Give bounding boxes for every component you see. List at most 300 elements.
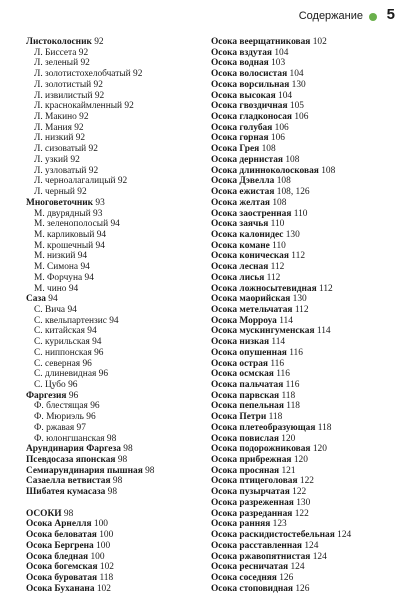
index-page-ref: 122 xyxy=(294,508,309,519)
index-page-ref: 120 xyxy=(281,433,296,444)
index-page-ref: 98 xyxy=(145,465,155,476)
index-term: Осока горная xyxy=(211,133,269,144)
index-entry xyxy=(211,541,403,552)
index-term: Осока калонидес xyxy=(211,229,284,240)
index-page-ref: 92 xyxy=(78,47,89,58)
index-term: Л. сизоватый xyxy=(34,144,87,155)
index-page-ref: 98 xyxy=(107,487,117,498)
index-term: Осока водная xyxy=(211,58,269,69)
index-page-ref: 104 xyxy=(278,90,293,101)
index-page-ref: 96 xyxy=(90,401,100,412)
index-entry xyxy=(26,273,208,284)
index-term: Осока птицеголовая xyxy=(211,476,298,487)
index-entry xyxy=(211,112,403,123)
index-term: Осока Петри xyxy=(211,412,267,423)
index-term: Осока гладконосая xyxy=(211,112,292,123)
index-page-ref: 122 xyxy=(292,487,307,498)
index-term: Осока длинноколосковая xyxy=(211,165,319,176)
index-term: М. двурядный xyxy=(34,208,91,219)
index-page-ref: 100 xyxy=(93,519,108,530)
index-term: Осока ржавопятнистая xyxy=(211,551,311,562)
index-page-ref: 98 xyxy=(106,433,117,444)
index-term: Осока комане xyxy=(211,240,270,251)
index-entry xyxy=(211,498,403,509)
index-term: Осока гвоздичная xyxy=(211,101,288,112)
index-entry xyxy=(26,230,208,241)
index-term: Арундинария Фаргеза xyxy=(26,444,121,455)
index-page-ref: 94 xyxy=(48,294,58,305)
index-page-ref: 124 xyxy=(312,551,327,562)
index-column-left xyxy=(26,37,208,594)
index-entry xyxy=(26,144,208,155)
index-page-ref: 121 xyxy=(281,465,296,476)
index-entry xyxy=(26,519,208,530)
index-term: Многоветочник xyxy=(26,197,94,208)
index-term: Осока веерщатниковая xyxy=(211,37,311,47)
index-term: Осока лисья xyxy=(211,272,265,283)
index-page-ref: 102 xyxy=(96,583,111,594)
index-term: Осока Арнелля xyxy=(26,519,92,530)
index-page-ref: 92 xyxy=(124,101,134,112)
index-page-ref: 94 xyxy=(92,337,102,348)
index-term: Сазаелла ветвистая xyxy=(26,476,111,487)
index-term: Осока коническая xyxy=(211,251,289,262)
index-entry xyxy=(211,91,403,102)
index-page-ref: 106 xyxy=(274,122,289,133)
index-page-ref: 98 xyxy=(117,455,128,466)
index-entry xyxy=(211,294,403,305)
index-page-ref: 112 xyxy=(291,251,306,262)
index-entry xyxy=(211,187,403,198)
index-entry xyxy=(211,434,403,445)
index-page-ref: 94 xyxy=(109,315,119,326)
index-entry xyxy=(211,391,403,402)
index-page-ref: 116 xyxy=(276,369,290,380)
index-entry xyxy=(211,101,403,112)
index-entry xyxy=(26,91,208,102)
index-term: Осока голубая xyxy=(211,122,273,133)
index-page-ref: 103 xyxy=(271,58,286,69)
index-entry xyxy=(211,123,403,134)
index-page-ref: 94 xyxy=(80,262,90,273)
index-page-ref: 116 xyxy=(285,380,300,390)
index-term: Осока заостренная xyxy=(211,208,292,219)
index-entry xyxy=(26,466,208,477)
index-term: М. карликовый xyxy=(34,229,95,240)
index-page-ref: 104 xyxy=(274,47,289,58)
index-entry xyxy=(211,273,403,284)
index-entry xyxy=(211,455,403,466)
index-entry xyxy=(26,176,208,187)
index-term: Осока заячья xyxy=(211,219,269,230)
index-page-ref: 130 xyxy=(292,294,307,305)
index-term: ОСОКИ xyxy=(26,508,62,519)
index-entry xyxy=(26,112,208,123)
index-term: Осока ложносытевидная xyxy=(211,283,317,294)
index-entry xyxy=(26,187,208,198)
index-page-ref: 96 xyxy=(82,358,92,369)
index-entry xyxy=(211,241,403,252)
index-term: Осока вздутая xyxy=(211,47,273,58)
index-term: Осока ранняя xyxy=(211,519,271,530)
index-page-ref: 122 xyxy=(299,476,314,487)
index-term: Ф. ржавая xyxy=(34,422,75,433)
index-term: Семиарундинария пышная xyxy=(26,465,143,476)
index-page-ref: 112 xyxy=(270,262,285,273)
header-title: Содержание xyxy=(298,10,363,22)
index-term: Осока Морроуа xyxy=(211,315,277,326)
index-entry xyxy=(26,455,208,466)
index-page-ref: 96 xyxy=(86,412,96,423)
index-page-ref: 118 xyxy=(99,572,114,583)
index-term: Осока Грея xyxy=(211,144,260,155)
index-entry xyxy=(26,123,208,134)
index-column-right xyxy=(211,37,403,594)
index-page-ref: 92 xyxy=(79,112,89,123)
index-page-ref: 94 xyxy=(77,251,88,262)
index-entry xyxy=(211,412,403,423)
index-term: М. крошечный xyxy=(34,240,94,251)
index-entry xyxy=(211,573,403,584)
index-page-ref: 98 xyxy=(112,476,123,487)
index-term: Л. зеленый xyxy=(34,58,79,69)
index-page-ref: 96 xyxy=(68,390,79,401)
index-entry xyxy=(26,251,208,262)
index-entry xyxy=(26,262,208,273)
index-entry xyxy=(26,58,208,69)
index-page-ref: 114 xyxy=(316,326,331,337)
index-term: Осока разреданная xyxy=(211,508,293,519)
index-page-ref: 100 xyxy=(99,530,114,541)
index-term: Осока осмская xyxy=(211,369,274,380)
index-entry xyxy=(211,487,403,498)
index-term: Осока мускингуменская xyxy=(211,326,315,337)
index-term: Фаргезия xyxy=(26,390,67,401)
index-page-ref: 92 xyxy=(75,133,86,144)
index-entry xyxy=(26,530,208,541)
index-term: Осока повислая xyxy=(211,433,279,444)
index-term: С. китайская xyxy=(34,326,85,337)
index-term: Осока Буханана xyxy=(26,583,95,594)
index-term: Осока Бергрена xyxy=(26,540,94,551)
index-entry xyxy=(211,380,403,391)
index-entry xyxy=(211,69,403,80)
index-entry xyxy=(26,573,208,584)
index-page-ref: 104 xyxy=(289,69,304,80)
index-entry xyxy=(211,326,403,337)
index-entry xyxy=(211,369,403,380)
index-entry xyxy=(26,444,208,455)
index-term: Осока ресничатая xyxy=(211,562,289,573)
index-entry xyxy=(211,176,403,187)
index-entry xyxy=(26,80,208,91)
index-term: Осока разреженная xyxy=(211,497,294,508)
index-entry xyxy=(211,401,403,412)
index-term: Осока бледная xyxy=(26,551,89,562)
index-entry xyxy=(211,284,403,295)
index-page-ref: 94 xyxy=(95,240,105,251)
index-term: Л. Макино xyxy=(34,112,77,123)
index-page-ref: 92 xyxy=(117,176,128,187)
index-term: Осока метельчатая xyxy=(211,304,293,315)
index-entry xyxy=(211,155,403,166)
index-page-ref: 114 xyxy=(271,337,286,348)
page-number: 5 xyxy=(386,6,395,23)
index-entry xyxy=(26,326,208,337)
index-page-ref: 98 xyxy=(123,444,133,455)
header-bullet-icon xyxy=(369,13,377,21)
index-entry xyxy=(26,412,208,423)
index-entry xyxy=(211,359,403,370)
index-term: Л. черноалагалицый xyxy=(34,176,116,187)
index-term: Осока волосистая xyxy=(211,69,288,80)
index-entry xyxy=(211,198,403,209)
index-entry xyxy=(26,219,208,230)
index-entry xyxy=(211,423,403,434)
index-term: Осока маорийская xyxy=(211,294,291,305)
index-page-ref: 130 xyxy=(296,497,311,508)
index-term: М. чино xyxy=(34,283,67,294)
index-page-ref: 92 xyxy=(70,154,80,165)
index-page-ref: 94 xyxy=(68,283,79,294)
index-entry xyxy=(26,133,208,144)
index-page-ref: 110 xyxy=(270,219,285,230)
index-page-ref: 92 xyxy=(93,79,103,90)
index-page-ref: 116 xyxy=(270,358,285,369)
index-page-ref: 94 xyxy=(87,326,97,337)
index-term: Л. черный xyxy=(34,187,75,198)
index-term: Осока парвская xyxy=(211,390,280,401)
index-page-ref: 108, 126 xyxy=(276,187,310,198)
index-term: Осока расставленная xyxy=(211,540,302,551)
index-page-ref: 97 xyxy=(76,422,86,433)
index-page-ref: 92 xyxy=(88,144,98,155)
index-term: Осока дернистая xyxy=(211,154,283,165)
index-entry xyxy=(211,552,403,563)
index-entry xyxy=(211,262,403,273)
index-entry xyxy=(211,166,403,177)
index-term: Осока беловатая xyxy=(26,530,97,541)
index-term: Осока соседняя xyxy=(211,572,277,583)
index-term: Осока пузырчатая xyxy=(211,487,290,498)
index-term: С. квельпартензис xyxy=(34,315,107,326)
index-entry xyxy=(211,348,403,359)
index-term: Л. низкий xyxy=(34,133,74,144)
index-term: Осока высокая xyxy=(211,90,276,101)
index-entry xyxy=(211,230,403,241)
index-term: С. курильская xyxy=(34,337,90,348)
index-term: Осока плетеобразующая xyxy=(211,422,316,433)
index-page-ref: 106 xyxy=(294,112,309,123)
index-entry xyxy=(26,37,208,48)
index-entry xyxy=(26,401,208,412)
index-page-ref: 102 xyxy=(99,562,114,573)
index-page-ref: 98 xyxy=(63,508,74,519)
index-term: Осока стоповидная xyxy=(211,583,293,594)
index-page-ref: 110 xyxy=(272,240,286,251)
index-term: М. Симона xyxy=(34,262,79,273)
index-page-ref: 123 xyxy=(272,519,287,530)
index-term: С. Вича xyxy=(34,304,66,315)
index-page-ref: 93 xyxy=(93,208,103,219)
index-page-ref: 118 xyxy=(286,401,300,412)
index-page-ref: 105 xyxy=(289,101,304,112)
index-entry xyxy=(26,337,208,348)
index-entry xyxy=(211,80,403,91)
index-term: Шибатея кумасаза xyxy=(26,487,106,498)
page-header xyxy=(0,0,403,30)
index-entry xyxy=(26,487,208,498)
index-entry xyxy=(26,584,208,594)
index-term: Осока желтая xyxy=(211,197,271,208)
index-page-ref: 92 xyxy=(74,122,84,133)
index-page-ref: 118 xyxy=(268,412,283,423)
index-term: Саза xyxy=(26,294,46,305)
index-term: Осока пепельная xyxy=(211,401,284,412)
index-entry xyxy=(26,69,208,80)
index-term: Листоколосник xyxy=(26,37,92,47)
index-entry xyxy=(26,284,208,295)
index-entry xyxy=(26,305,208,316)
index-entry xyxy=(211,251,403,262)
index-page-ref: 92 xyxy=(77,187,87,198)
index-term: Осока прибрежная xyxy=(211,455,292,466)
index-entry xyxy=(211,466,403,477)
index-entry xyxy=(211,444,403,455)
index-page-ref: 120 xyxy=(312,444,327,455)
index-term: С. северная xyxy=(34,358,81,369)
index-entry xyxy=(211,144,403,155)
index-entry xyxy=(211,476,403,487)
index-term: Ф. Мюриэль xyxy=(34,412,84,423)
index-page-ref: 126 xyxy=(295,583,310,594)
index-term: Л. узловатый xyxy=(34,165,87,176)
index-term: Ф. блестящая xyxy=(34,401,88,412)
index-term: Осока низкая xyxy=(211,337,270,348)
index-term: Л. золотистохелобчатый xyxy=(34,69,131,80)
index-page-ref: 114 xyxy=(279,315,293,326)
index-entry xyxy=(26,552,208,563)
index-entry xyxy=(26,380,208,391)
index-page-ref: 96 xyxy=(68,380,78,390)
index-term: Осока буроватая xyxy=(26,572,98,583)
index-page-ref: 118 xyxy=(281,390,296,401)
index-term: Л. узкий xyxy=(34,154,69,165)
index-term: Осока ворсильная xyxy=(211,79,290,90)
index-entry xyxy=(26,509,208,520)
index-entry xyxy=(26,316,208,327)
index-term: Осока острая xyxy=(211,358,268,369)
index-page-ref: 100 xyxy=(90,551,105,562)
index-page-ref: 108 xyxy=(272,197,287,208)
index-page-ref: 130 xyxy=(291,79,306,90)
index-term: Л. золотистый xyxy=(34,79,92,90)
index-entry xyxy=(26,294,208,305)
index-entry xyxy=(26,198,208,209)
index-entry xyxy=(26,155,208,166)
index-page-ref: 108 xyxy=(321,165,336,176)
index-entry xyxy=(211,316,403,327)
index-entry xyxy=(26,541,208,552)
index-entry xyxy=(211,305,403,316)
index-page-ref: 92 xyxy=(88,165,99,176)
index-entry xyxy=(211,337,403,348)
index-term: Л. Биссета xyxy=(34,47,77,58)
index-entry xyxy=(26,369,208,380)
index-page-ref: 102 xyxy=(312,37,327,47)
index-entry xyxy=(26,48,208,59)
index-spacer xyxy=(26,498,208,509)
index-term: Осока раскидистостебельная xyxy=(211,530,335,541)
index-page-ref: 94 xyxy=(110,219,120,230)
index-entry xyxy=(211,37,403,48)
index-page-ref: 120 xyxy=(293,455,308,466)
index-page-ref: 108 xyxy=(261,144,276,155)
index-page-ref: 112 xyxy=(319,283,333,294)
index-entry xyxy=(26,209,208,220)
index-term: Л. извилистый xyxy=(34,90,93,101)
index-entry xyxy=(211,48,403,59)
index-page-ref: 96 xyxy=(98,369,109,380)
index-page-ref: 92 xyxy=(80,58,90,69)
index-term: Л. Мания xyxy=(34,122,72,133)
index-page-ref: 100 xyxy=(96,540,111,551)
index-page-ref: 116 xyxy=(289,347,303,358)
index-term: Осока пальчатая xyxy=(211,380,284,390)
index-entry xyxy=(26,562,208,573)
index-entry xyxy=(26,434,208,445)
index-page-ref: 106 xyxy=(270,133,285,144)
index-page-ref: 92 xyxy=(94,37,104,47)
index-term: С. ниппонская xyxy=(34,347,92,358)
index-entry xyxy=(26,166,208,177)
index-term: Псевдосаза японская xyxy=(26,455,116,466)
index-page-ref: 92 xyxy=(133,69,143,80)
index-page-ref: 94 xyxy=(84,272,94,283)
index-term: Осока подорожниковая xyxy=(211,444,311,455)
index-term: Л. краснокаймленный xyxy=(34,101,123,112)
index-entry xyxy=(26,359,208,370)
index-entry xyxy=(211,530,403,541)
index-entry xyxy=(26,348,208,359)
index-term: М. низкий xyxy=(34,251,76,262)
index-entry xyxy=(211,519,403,530)
index-entry xyxy=(211,133,403,144)
index-page-ref: 126 xyxy=(279,572,294,583)
index-term: Осока Дэвелла xyxy=(211,176,275,187)
index-page-ref: 124 xyxy=(290,562,305,573)
index-page-ref: 108 xyxy=(276,176,291,187)
index-page-ref: 112 xyxy=(266,272,281,283)
index-entry xyxy=(26,241,208,252)
index-entry xyxy=(211,584,403,594)
index-page-ref: 93 xyxy=(95,197,105,208)
index-page-ref: 96 xyxy=(94,347,104,358)
index-entry xyxy=(211,509,403,520)
index-term: Осока ежистая xyxy=(211,187,275,198)
index-entry xyxy=(211,219,403,230)
index-page-ref: 94 xyxy=(67,304,77,315)
index-term: Ф. юлонгшанская xyxy=(34,433,105,444)
index-entry xyxy=(26,101,208,112)
index-entry xyxy=(211,562,403,573)
index-term: Осока богемская xyxy=(26,562,98,573)
index-page-ref: 124 xyxy=(337,530,352,541)
index-term: С. длиневидная xyxy=(34,369,97,380)
index-page-ref: 108 xyxy=(285,154,300,165)
index-page-ref: 124 xyxy=(304,540,319,551)
index-page-ref: 92 xyxy=(94,90,105,101)
